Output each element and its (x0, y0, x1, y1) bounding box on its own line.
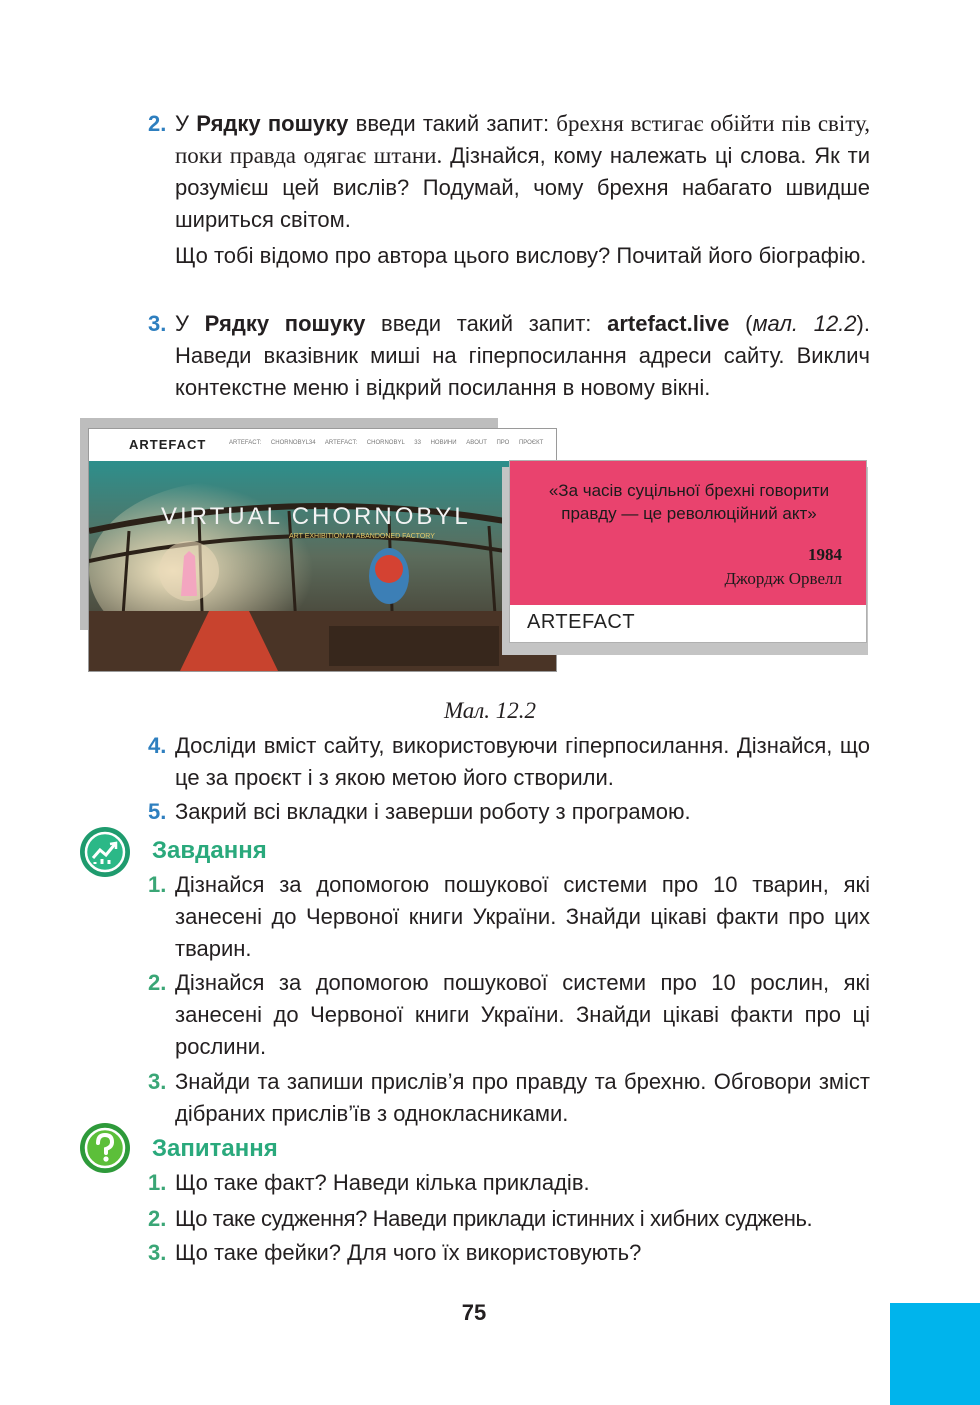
task-item-2 (148, 967, 870, 1063)
questions-heading: Запитання (152, 1135, 278, 1162)
item-number: 3. (148, 311, 167, 336)
item-text: Що таке факт? Наведи кілька прикладів. (175, 1170, 590, 1195)
page-number: 75 (461, 1300, 487, 1325)
card-logo: ARTEFACT (527, 611, 636, 633)
question-mark-icon (79, 1122, 131, 1174)
item-text: Дізнайся за допомогою пошукової системи про 10 рослин, які занесені до Червоної книги України. Знайди цікаві факти про ці рослини. (175, 970, 870, 1059)
item-number: 2. (148, 1206, 167, 1231)
item-number: 2. (148, 970, 167, 995)
site-navbar (89, 429, 556, 461)
item-text: Досліди вміст сайту, використовуючи гіперпосилання. Дізнайся, що це за проєкт і з якою метою його створили. (175, 733, 870, 790)
item-text: У Рядку пошуку введи такий запит: брехня встигає обійти пів світу, поки правда одягає штани. Дізнайся, кому належать ці слова. Як ти розумієш цей вислів? Подумай, чому брехня набагато швидше шириться світом. (175, 111, 870, 232)
item-number: 3. (148, 1069, 167, 1094)
hero-title: VIRTUAL CHORNOBYL (161, 503, 471, 530)
site-hero-image (89, 461, 556, 672)
search-query: брехня встигає обійти пів світу, поки правда одягає штани. (175, 111, 870, 168)
instruction-item-3 (148, 308, 870, 404)
question-item-1 (148, 1167, 870, 1199)
item-number: 4. (148, 733, 167, 758)
instruction-item-5 (148, 796, 870, 828)
hero-subtitle: ART EXHIBITION AT ABANDONED FACTORY (289, 533, 435, 540)
item-number: 1. (148, 872, 167, 897)
site-nav-links: ARTEFACT: CHORNOBYL34 ARTEFACT: CHORNOBYL 33 НОВИНИ ABOUT ПРО ПРОЄКТ (229, 440, 544, 446)
item-number: 1. (148, 1170, 167, 1195)
item-text: Закрий всі вкладки і заверши роботу з програмою. (175, 799, 691, 824)
instruction-item-4 (148, 730, 870, 794)
instruction-item-2-extra (148, 240, 870, 272)
website-screenshot (88, 428, 557, 672)
question-item-3 (148, 1237, 870, 1269)
site-logo: ARTEFACT (129, 437, 207, 452)
chart-growth-icon (79, 826, 131, 878)
site-address: artefact.live (607, 311, 730, 336)
item-text: Що тобі відомо про автора цього вислову? Почитай його біографію. (175, 243, 867, 268)
item-text: Що таке фейки? Для чого їх використовують? (175, 1240, 642, 1265)
task-item-1 (148, 869, 870, 965)
task-item-3 (148, 1066, 870, 1130)
quote-banner (510, 461, 866, 605)
item-text: Знайди та запиши прислів’я про правду та брехню. Обговори зміст дібраних прислів’їв з однокласниками. (175, 1069, 870, 1126)
question-item-2 (148, 1203, 870, 1235)
item-number: 3. (148, 1240, 167, 1265)
item-text: У Рядку пошуку введи такий запит: artefact.live (мал. 12.2). Наведи вказівник миші на гіперпосилання адреси сайту. Виклич контекстне меню і відкрий посилання в новому вікні. (175, 311, 870, 400)
quote-source-title: 1984 (808, 545, 842, 564)
instruction-item-2 (148, 108, 870, 236)
quote-card (509, 460, 867, 643)
quote-author: Джордж Орвелл (724, 569, 842, 588)
item-number: 2. (148, 111, 167, 136)
hero-photo (89, 461, 557, 672)
item-number: 5. (148, 799, 167, 824)
quote-text: «За часів суцільної брехні говорити правду — це революційний акт» (548, 481, 830, 523)
item-text: Що таке судження? Наведи приклади істинних і хибних суджень. (175, 1206, 813, 1231)
figure-caption: Мал. 12.2 (443, 698, 537, 723)
tasks-heading: Завдання (152, 837, 267, 864)
page-corner-tab (890, 1303, 980, 1405)
item-text: Дізнайся за допомогою пошукової системи про 10 тварин, які занесені до Червоної книги України. Знайди цікаві факти про цих тварин. (175, 872, 870, 961)
